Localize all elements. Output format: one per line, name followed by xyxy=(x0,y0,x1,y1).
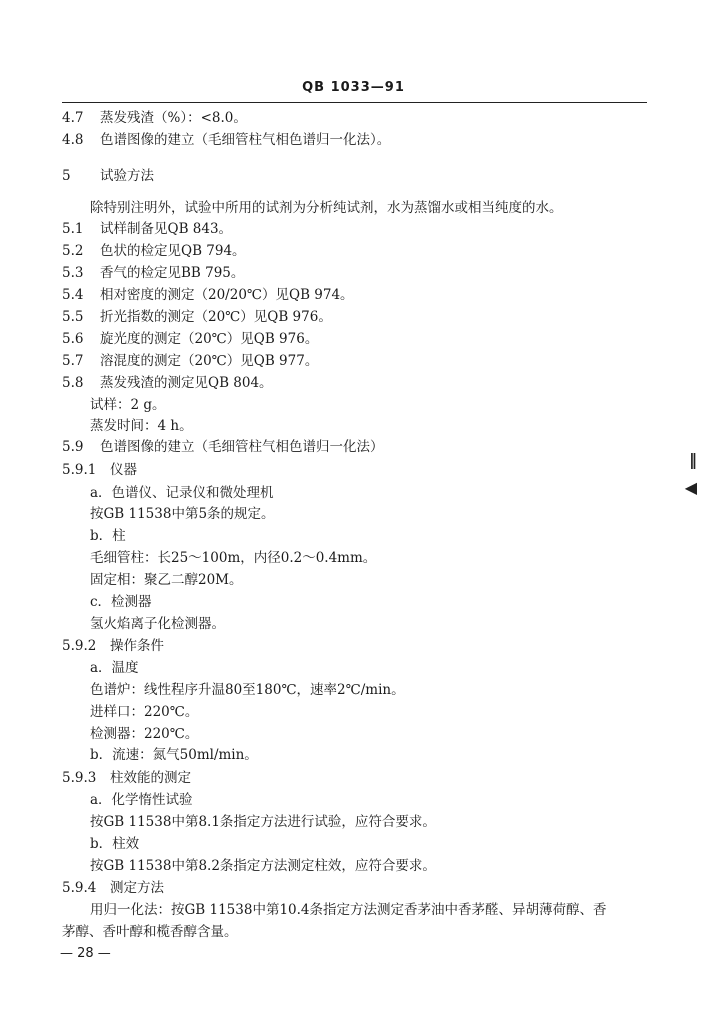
section-number: 5.5 xyxy=(62,309,84,325)
section-number: 5.3 xyxy=(62,265,84,281)
section-number: 4.8 xyxy=(62,132,84,148)
body-line: 按GB 11538中第8.2条指定方法测定柱效，应符合要求。 xyxy=(90,858,436,874)
body-line: 毛细管柱：长25～100m，内径0.2～0.4mm。 xyxy=(90,550,377,566)
body-line: 蒸发时间：4 h。 xyxy=(90,418,193,434)
body-line: b．柱 xyxy=(90,528,126,544)
section-heading: 相对密度的测定（20/20℃）见QB 974。 xyxy=(100,287,354,303)
section-heading: 色谱图像的建立（毛细管柱气相色谱归一化法） xyxy=(100,439,384,455)
section-number: 5.6 xyxy=(62,331,84,347)
edge-arrow-icon: ◀ xyxy=(684,478,697,497)
section-number: 5 xyxy=(62,168,71,184)
section-heading: 柱效能的测定 xyxy=(110,770,191,786)
body-line: 茅醇、香叶醇和榄香醇含量。 xyxy=(62,924,238,940)
page-number: — 28 — xyxy=(60,946,111,961)
body-line: c．检测器 xyxy=(90,594,152,610)
body-line: 试样：2 g。 xyxy=(90,397,166,413)
section-number: 5.2 xyxy=(62,243,84,259)
section-number: 5.1 xyxy=(62,221,84,237)
section-heading: 香气的检定见BB 795。 xyxy=(100,265,245,281)
header-rule xyxy=(62,102,647,103)
body-line: 除特别注明外，试验中所用的试剂为分析纯试剂，水为蒸馏水或相当纯度的水。 xyxy=(90,200,563,216)
section-heading: 蒸发残渣的测定见QB 804。 xyxy=(100,375,273,391)
body-line: b．柱效 xyxy=(90,836,140,852)
page-header: QB 1033—91 xyxy=(302,80,405,95)
body-line: 进样口：220℃。 xyxy=(90,704,199,720)
section-number: 4.7 xyxy=(62,110,84,126)
edge-mark: ‖ xyxy=(689,450,697,469)
section-number: 5.7 xyxy=(62,353,84,369)
body-line: a．色谱仪、记录仪和微处理机 xyxy=(90,485,274,501)
section-heading: 测定方法 xyxy=(110,880,164,896)
body-line: a．化学惰性试验 xyxy=(90,792,193,808)
body-line: 用归一化法：按GB 11538中第10.4条指定方法测定香茅油中香茅醛、异胡薄荷醇、香 xyxy=(90,902,607,918)
body-line: 按GB 11538中第8.1条指定方法进行试验，应符合要求。 xyxy=(90,814,436,830)
body-line: a．温度 xyxy=(90,660,139,676)
section-heading: 折光指数的测定（20℃）见QB 976。 xyxy=(100,309,332,325)
section-heading: 仪器 xyxy=(110,462,137,478)
section-heading: 试样制备见QB 843。 xyxy=(100,221,233,237)
body-line: b．流速：氮气50ml/min。 xyxy=(90,747,258,763)
section-heading: 旋光度的测定（20℃）见QB 976。 xyxy=(100,331,319,347)
section-heading: 操作条件 xyxy=(110,638,164,654)
section-number: 5.9.1 xyxy=(62,462,97,478)
body-line: 氢火焰离子化检测器。 xyxy=(90,616,225,632)
section-heading: 试验方法 xyxy=(100,168,154,184)
section-number: 5.9.2 xyxy=(62,638,97,654)
section-number: 5.9 xyxy=(62,439,84,455)
section-heading: 色谱图像的建立（毛细管柱气相色谱归一化法）。 xyxy=(100,132,391,148)
body-line: 固定相：聚乙二醇20M。 xyxy=(90,572,243,588)
body-line: 检测器：220℃。 xyxy=(90,726,199,742)
section-number: 5.8 xyxy=(62,375,84,391)
body-line: 按GB 11538中第5条的规定。 xyxy=(90,506,275,522)
section-number: 5.9.4 xyxy=(62,880,97,896)
section-heading: 蒸发残渣（%）：<8.0。 xyxy=(100,110,247,126)
body-line: 色谱炉：线性程序升温80至180℃，速率2℃/min。 xyxy=(90,682,405,698)
section-number: 5.4 xyxy=(62,287,84,303)
section-number: 5.9.3 xyxy=(62,770,97,786)
section-heading: 色状的检定见QB 794。 xyxy=(100,243,246,259)
section-heading: 溶混度的测定（20℃）见QB 977。 xyxy=(100,353,319,369)
